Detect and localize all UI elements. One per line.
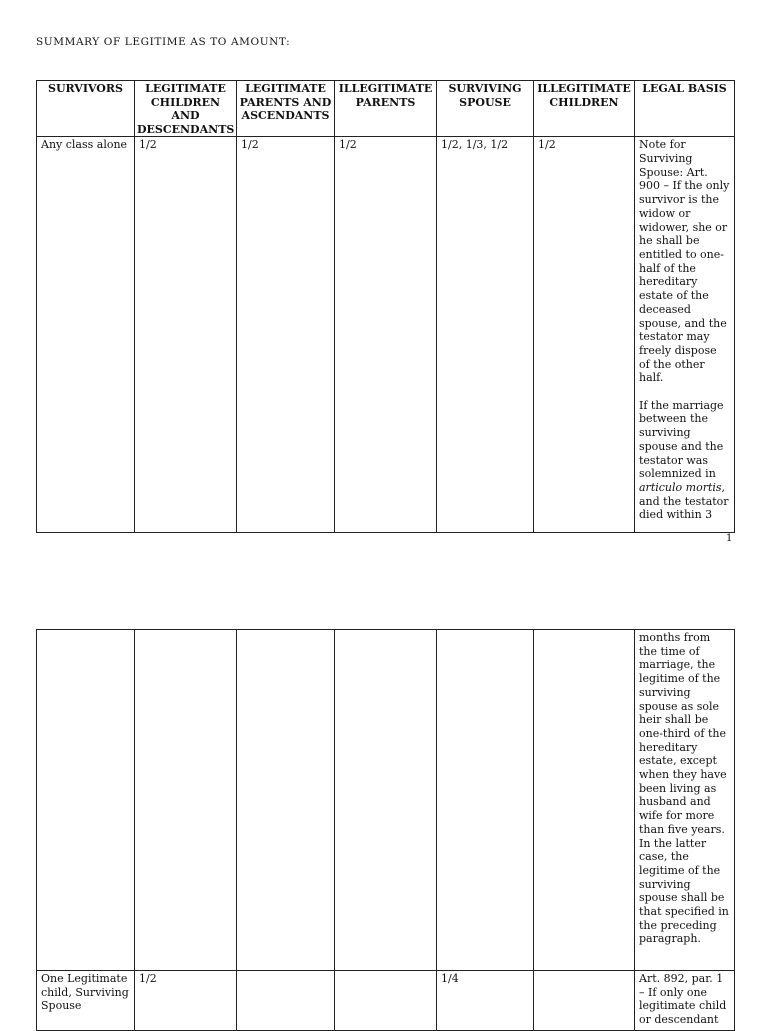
header-legitimate-children: LEGITIMATE CHILDREN AND DESCENDANTS (135, 81, 237, 137)
legal-basis-text-end: , and the testator died within 3 (639, 480, 733, 522)
cell-legitimate-parents: 1/2 (237, 137, 335, 533)
legitime-table-page-2 (36, 629, 735, 1031)
document-title: SUMMARY OF LEGITIME AS TO AMOUNT: (36, 36, 291, 48)
cell-legal-basis-continued: months from the time of marriage, the legitime of the surviving spouse as sole heir shall be one-third of the hereditary estate, except when they have been living as husband and wife for more than five years. In the latter case, the legitime of the surviving spouse shall be that specified in the preceding paragraph. (635, 630, 735, 971)
cell-legal-basis: Art. 892, par. 1 – If only one legitimate child or descendant (635, 971, 735, 1031)
cell-surviving-spouse: 1/2, 1/3, 1/2 (437, 137, 534, 533)
cell-survivors: Any class alone (37, 137, 135, 533)
header-illegitimate-children: ILLEGITIMATE CHILDREN (534, 81, 635, 137)
header-legitimate-parents: LEGITIMATE PARENTS AND ASCENDANTS (237, 81, 335, 137)
cell-legal-basis (635, 137, 735, 533)
cell-illegitimate-children: 1/2 (534, 137, 635, 533)
table-row-continuation (37, 630, 735, 971)
header-surviving-spouse: SURVIVING SPOUSE (437, 81, 534, 137)
cell-empty (37, 630, 135, 971)
cell-empty (335, 630, 437, 971)
cell-legitimate-children: 1/2 (135, 971, 237, 1031)
table-row (37, 971, 735, 1031)
table-row (37, 137, 735, 533)
legal-basis-text: Note for Surviving Spouse: Art. 900 – If the only survivor is the widow or widower, she or he shall be entitled to one-half of the hereditary estate of the deceased spouse, and the testator may freely dispose of the other half. If the marriage between the surviving spouse and the testator was solemnized in (639, 138, 730, 481)
cell-surviving-spouse: 1/4 (437, 971, 534, 1031)
cell-empty (237, 630, 335, 971)
cell-illegitimate-children (534, 971, 635, 1031)
header-legal-basis: LEGAL BASIS (635, 81, 735, 137)
cell-illegitimate-parents (335, 971, 437, 1031)
legal-basis-italic-term: articulo mortis (639, 480, 722, 494)
header-illegitimate-parents: ILLEGITIMATE PARENTS (335, 81, 437, 137)
page-number: 1 (726, 533, 733, 544)
legitime-table-page-1 (36, 80, 735, 533)
cell-legitimate-children: 1/2 (135, 137, 237, 533)
cell-illegitimate-parents: 1/2 (335, 137, 437, 533)
cell-empty (437, 630, 534, 971)
cell-empty (534, 630, 635, 971)
header-survivors: SURVIVORS (37, 81, 135, 137)
cell-survivors: One Legitimate child, Surviving Spouse (37, 971, 135, 1031)
cell-empty (135, 630, 237, 971)
header-row (37, 81, 735, 137)
cell-legitimate-parents (237, 971, 335, 1031)
